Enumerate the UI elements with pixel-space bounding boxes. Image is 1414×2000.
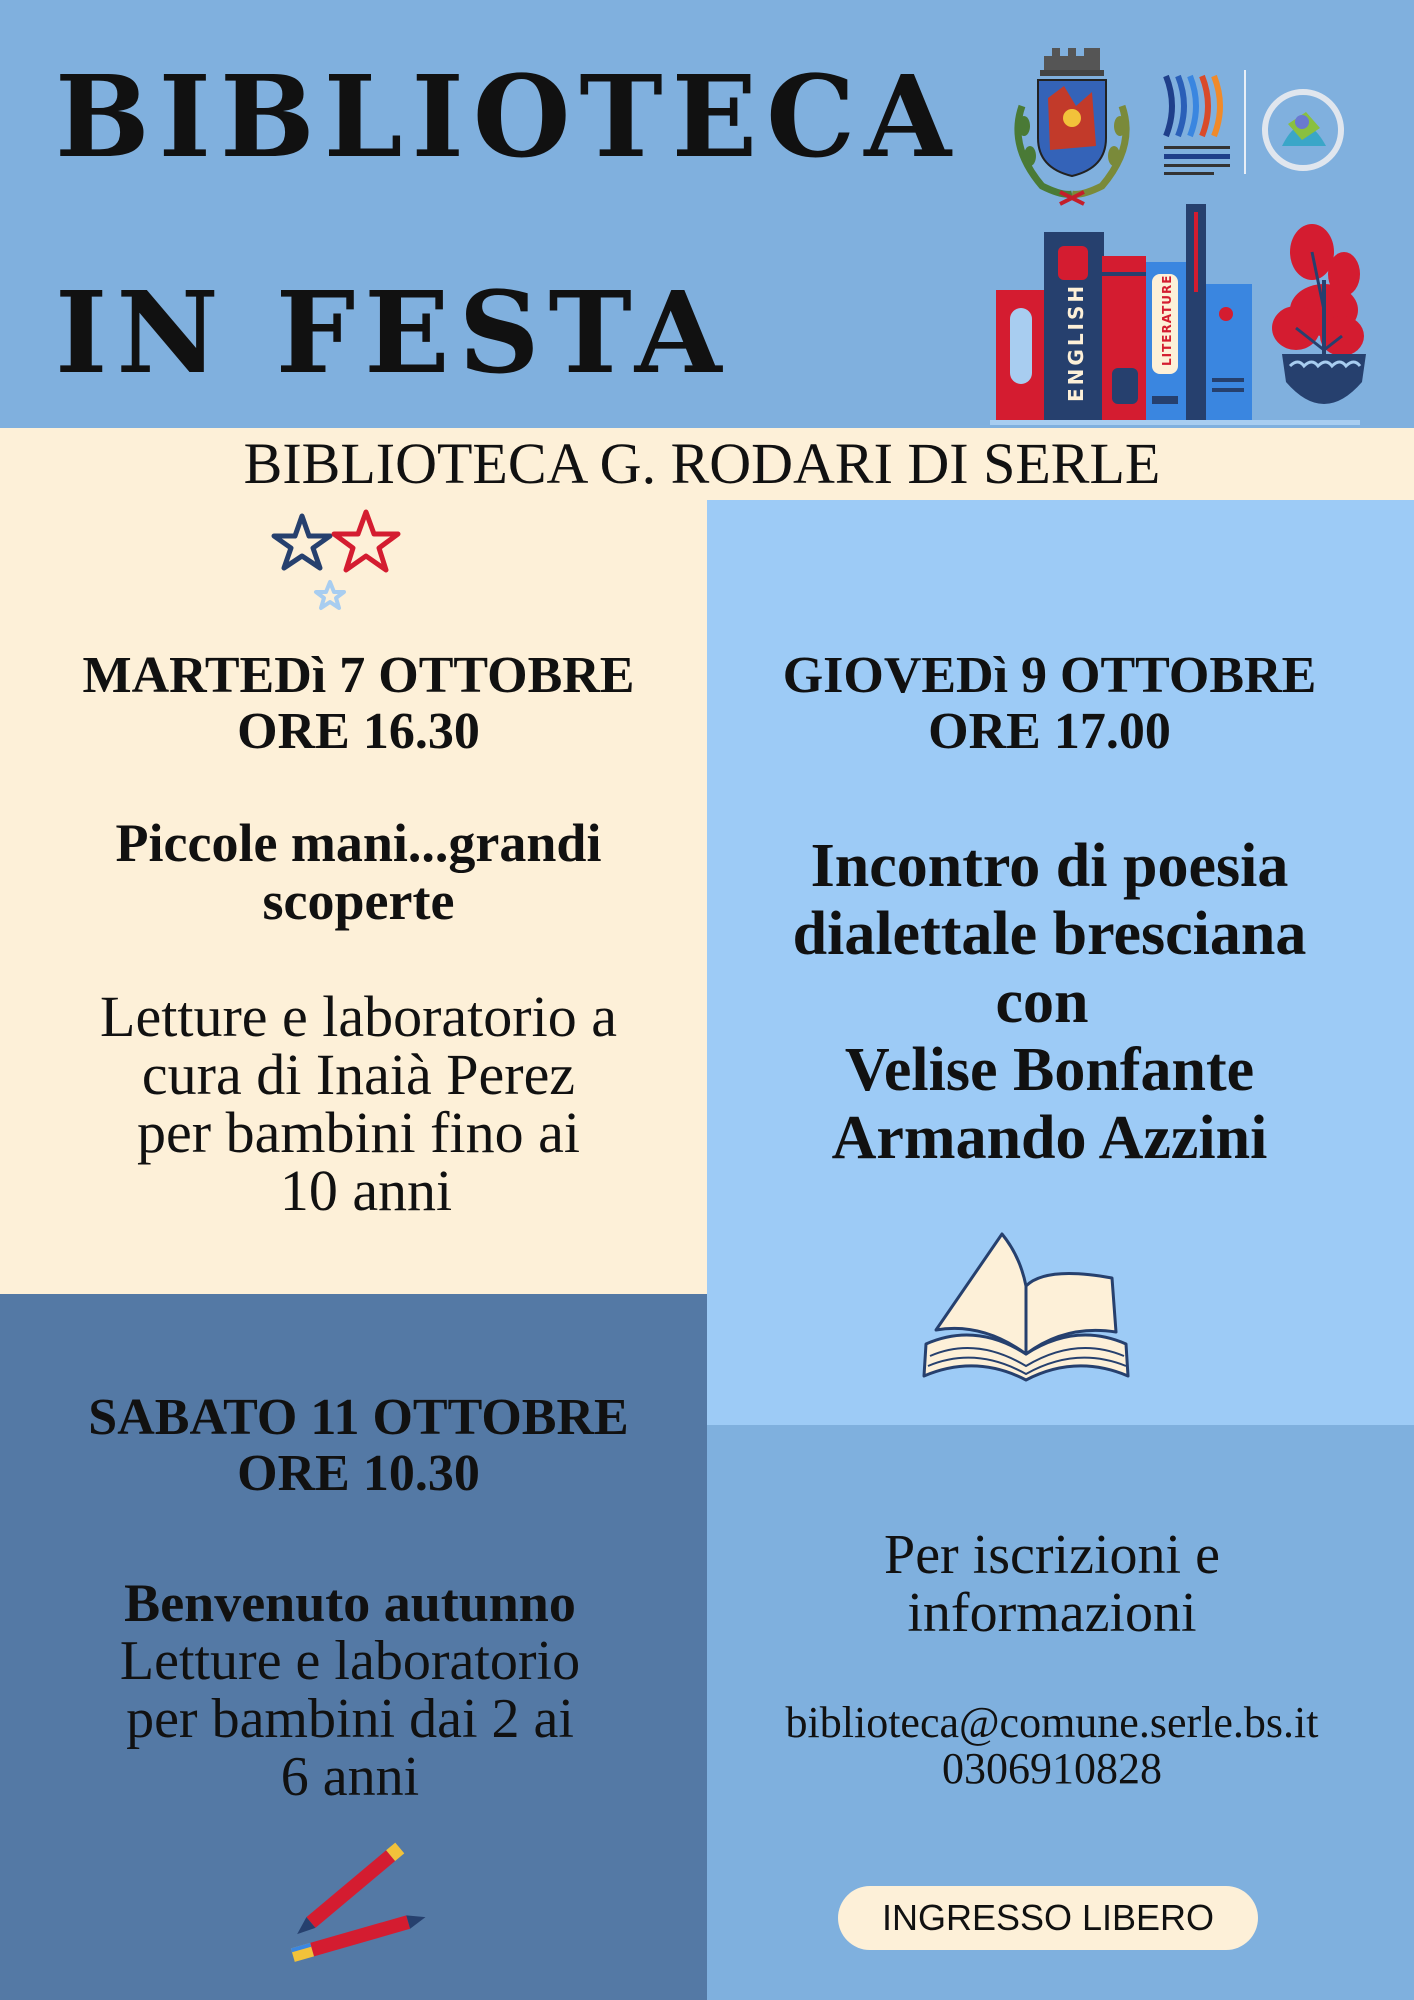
books-icon (990, 200, 1400, 425)
page-title-line1: BIBLIOTECA (55, 52, 961, 183)
free-entry-badge: INGRESSO LIBERO (838, 1886, 1258, 1950)
svg-text:ENGLISH: ENGLISH (1064, 282, 1088, 402)
event1-date: MARTEDì 7 OTTOBRE (82, 647, 635, 704)
event1-desc-line3: per bambini fino ai (137, 1100, 580, 1165)
info-heading-line2: informazioni (907, 1582, 1197, 1644)
event1-title-line1: Piccole mani...grandi (115, 813, 602, 873)
event1-desc-line1: Letture e laboratorio a (100, 984, 617, 1049)
page-title-line2: IN FESTA (55, 268, 731, 399)
event2-title-line5: Armando Azzini (831, 1104, 1268, 1172)
event1-title-line2: scoperte (262, 871, 455, 931)
event3-desc-line1: Letture e laboratorio (119, 1630, 581, 1692)
event2-time: ORE 17.00 (928, 703, 1171, 760)
stars-icon (270, 506, 410, 626)
info-email[interactable]: biblioteca@comune.serle.bs.it (785, 1698, 1319, 1747)
event1-time: ORE 16.30 (237, 703, 480, 760)
event2-title-line1: Incontro di poesia (810, 832, 1289, 900)
event3-desc-line3: 6 anni (280, 1746, 420, 1808)
coat-of-arms-icon (1002, 46, 1142, 206)
event2-title-line2: dialettale bresciana (792, 900, 1307, 968)
info-heading-line1: Per iscrizioni e (884, 1524, 1220, 1586)
pencils-icon (276, 1826, 436, 1966)
info-phone[interactable]: 0306910828 (942, 1744, 1162, 1793)
event2-date: GIOVEDì 9 OTTOBRE (782, 647, 1317, 704)
library-system-logo-icon (1258, 84, 1348, 178)
open-book-icon (916, 1226, 1136, 1386)
event2-title-line4: Velise Bonfante (844, 1036, 1255, 1104)
event1-desc-line4: 10 anni (279, 1158, 453, 1223)
event3-time: ORE 10.30 (237, 1445, 480, 1502)
event3-desc-line2: per bambini dai 2 ai (126, 1688, 574, 1750)
svg-text:LITERATURE: LITERATURE (1160, 274, 1174, 366)
library-name: BIBLIOTECA G. RODARI DI SERLE (243, 431, 1161, 496)
event3-title: Benvenuto autunno (124, 1573, 576, 1633)
event3-date: SABATO 11 OTTOBRE (88, 1389, 629, 1446)
library-network-logo-icon (1160, 70, 1240, 180)
logo-divider (1244, 70, 1246, 174)
event2-title-line3: con (995, 968, 1089, 1036)
event1-desc-line2: cura di Inaià Perez (141, 1042, 576, 1107)
